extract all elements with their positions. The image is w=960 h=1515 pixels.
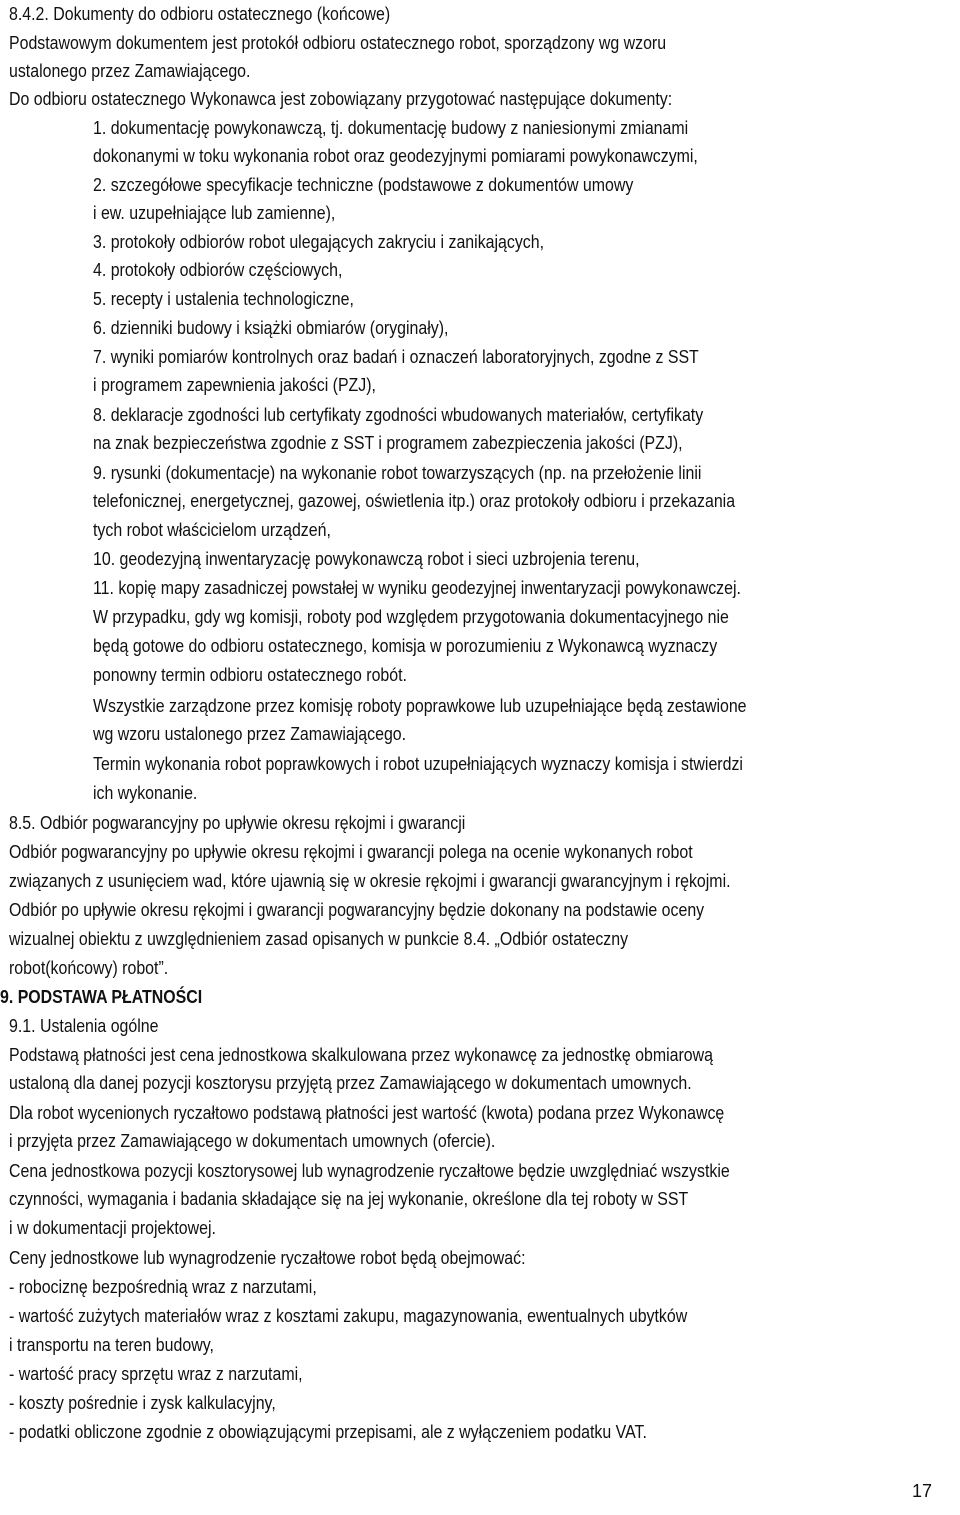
list-item-cont: i programem zapewnienia jakości (PZJ), (93, 374, 376, 395)
paragraph-line: Podstawą płatności jest cena jednostkowa skalkulowana przez wykonawcę za jednostkę obmiarową (9, 1044, 713, 1065)
list-item-cont: na znak bezpieczeństwa zgodnie z SST i programem zabezpieczenia jakości (PZJ), (93, 432, 683, 453)
list-item: 10. geodezyjną inwentaryzację powykonawczą robot i sieci uzbrojenia terenu, (93, 548, 640, 569)
list-item-cont: i ew. uzupełniające lub zamienne), (93, 202, 336, 223)
list-item: 1. dokumentację powykonawczą, tj. dokumentację budowy z naniesionymi zmianami (93, 117, 689, 138)
bullet-item-cont: i transportu na teren budowy, (9, 1334, 214, 1355)
paragraph-line: wizualnej obiektu z uwzględnieniem zasad opisanych w punkcie 8.4. „Odbiór ostateczny (9, 928, 629, 949)
subsection-heading-91: 9.1. Ustalenia ogólne (9, 1015, 159, 1036)
paragraph-line: ponowny termin odbioru ostatecznego robót. (93, 664, 407, 685)
list-item: 3. protokoły odbiorów robot ulegających zakryciu i zanikających, (93, 231, 545, 252)
bullet-item: - podatki obliczone zgodnie z obowiązującymi przepisami, ale z wyłączeniem podatku VAT. (9, 1421, 647, 1442)
list-item: 11. kopię mapy zasadniczej powstałej w wyniku geodezyjnej inwentaryzacji powykonawczej. (93, 577, 741, 598)
page-number: 17 (911, 1481, 932, 1501)
paragraph-line: Ceny jednostkowe lub wynagrodzenie ryczałtowe robot będą obejmować: (9, 1247, 526, 1268)
section-heading-842: 8.4.2. Dokumenty do odbioru ostatecznego (końcowe) (9, 3, 391, 24)
list-item-cont: tych robot właścicielom urządzeń, (93, 519, 331, 540)
list-item: 6. dzienniki budowy i książki obmiarów (oryginały), (93, 317, 449, 338)
paragraph-line: i w dokumentacji projektowej. (9, 1217, 216, 1238)
paragraph-line: W przypadku, gdy wg komisji, roboty pod względem przygotowania dokumentacyjnego nie (93, 606, 729, 627)
paragraph-line: robot(końcowy) robot”. (9, 957, 169, 978)
paragraph-line: Cena jednostkowa pozycji kosztorysowej lub wynagrodzenie ryczałtowe będzie uwzględniać wszystkie (9, 1160, 730, 1181)
list-item: 8. deklaracje zgodności lub certyfikaty zgodności wbudowanych materiałów, certyfikaty (93, 404, 704, 425)
list-item: 7. wyniki pomiarów kontrolnych oraz badań i oznaczeń laboratoryjnych, zgodne z SST (93, 346, 699, 367)
list-item: 5. recepty i ustalenia technologiczne, (93, 288, 354, 309)
paragraph-line: wg wzoru ustalonego przez Zamawiającego. (93, 723, 407, 744)
section-heading-9: 9. PODSTAWA PŁATNOŚCI (0, 986, 203, 1007)
list-item: 4. protokoły odbiorów częściowych, (93, 259, 343, 280)
paragraph-line: Odbiór pogwarancyjny po upływie okresu rękojmi i gwarancji polega na ocenie wykonanych robot (9, 841, 693, 862)
bullet-item: - wartość zużytych materiałów wraz z kosztami zakupu, magazynowania, ewentualnych ubytków (9, 1305, 688, 1326)
section-heading-85: 8.5. Odbiór pogwarancyjny po upływie okresu rękojmi i gwarancji (9, 812, 466, 833)
paragraph-line: Wszystkie zarządzone przez komisję roboty poprawkowe lub uzupełniające będą zestawione (93, 695, 747, 716)
paragraph-line: Termin wykonania robot poprawkowych i robot uzupełniających wyznaczy komisja i stwierdzi (93, 753, 743, 774)
paragraph-line: związanych z usunięciem wad, które ujawnią się w okresie rękojmi i gwarancji gwarancyjnym i rękojmi. (9, 870, 731, 891)
paragraph-line: ustalonego przez Zamawiającego. (9, 60, 251, 81)
paragraph-line: Odbiór po upływie okresu rękojmi i gwarancji pogwarancyjny będzie dokonany na podstawie oceny (9, 899, 705, 920)
paragraph-line: Do odbioru ostatecznego Wykonawca jest zobowiązany przygotować następujące dokumenty: (9, 88, 673, 109)
paragraph-line: ich wykonanie. (93, 782, 198, 803)
paragraph-line: Dla robot wycenionych ryczałtowo podstawą płatności jest wartość (kwota) podana przez Wykonawcę (9, 1102, 725, 1123)
bullet-item: - koszty pośrednie i zysk kalkulacyjny, (9, 1392, 276, 1413)
paragraph-line: ustaloną dla danej pozycji kosztorysu przyjętą przez Zamawiającego w dokumentach umownych. (9, 1072, 692, 1093)
bullet-item: - wartość pracy sprzętu wraz z narzutami, (9, 1363, 303, 1384)
paragraph-line: będą gotowe do odbioru ostatecznego, komisja w porozumieniu z Wykonawcą wyznaczy (93, 635, 718, 656)
list-item: 2. szczegółowe specyfikacje techniczne (podstawowe z dokumentów umowy (93, 174, 634, 195)
list-item: 9. rysunki (dokumentacje) na wykonanie robot towarzyszących (np. na przełożenie linii (93, 462, 702, 483)
paragraph-line: czynności, wymagania i badania składające się na jej wykonanie, określone dla tej roboty w SST (9, 1188, 689, 1209)
list-item-cont: telefonicznej, energetycznej, gazowej, oświetlenia itp.) oraz protokoły odbioru i przekazania (93, 490, 736, 511)
bullet-item: - robociznę bezpośrednią wraz z narzutami, (9, 1276, 317, 1297)
list-item-cont: dokonanymi w toku wykonania robot oraz geodezyjnymi pomiarami powykonawczymi, (93, 145, 698, 166)
paragraph-line: Podstawowym dokumentem jest protokół odbioru ostatecznego robot, sporządzony wg wzoru (9, 32, 667, 53)
paragraph-line: i przyjęta przez Zamawiającego w dokumentach umownych (ofercie). (9, 1130, 496, 1151)
